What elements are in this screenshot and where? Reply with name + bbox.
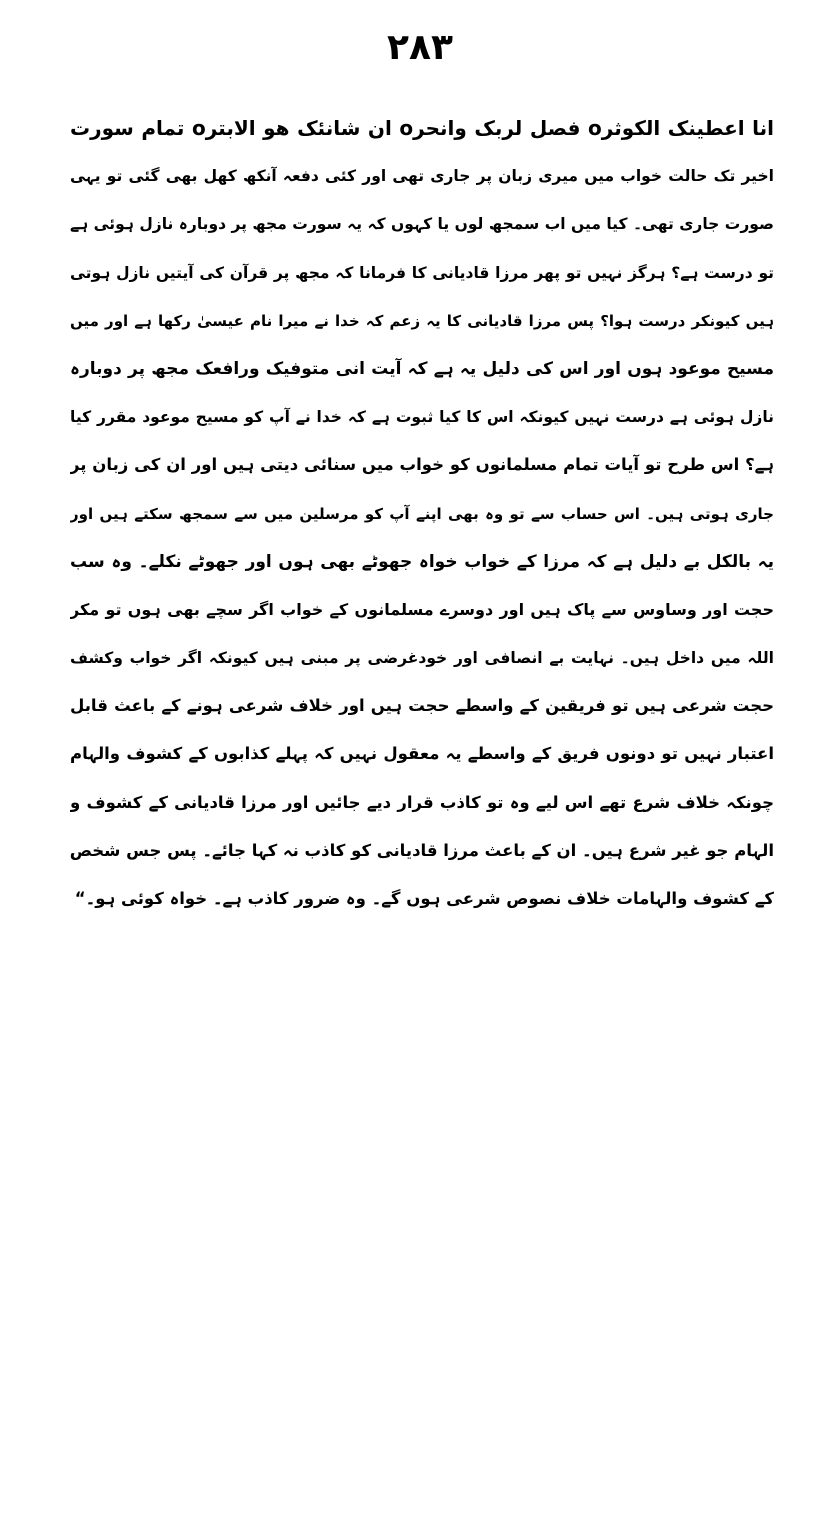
text-line: یہ بالکل بے دلیل ہے کہ مرزا کے خواب خواہ جھوٹے بھی ہوں اور جھوٹے نکلے۔ وہ سب bbox=[70, 551, 774, 572]
text-line: اعتبار نہیں تو دونوں فریق کے واسطے یہ معقول نہیں کہ پہلے کذابوں کے کشوف والہام bbox=[70, 744, 774, 764]
text-line: چونکہ خلاف شرع تھے اس لیے وہ تو کاذب قرار دیے جائیں اور مرزا قادیانی کے کشوف و bbox=[70, 792, 774, 812]
text-line: ہے؟ اس طرح تو آیات تمام مسلمانوں کو خواب میں سنائی دیتی ہیں اور ان کی زبان پر bbox=[70, 455, 774, 475]
text-line: جاری ہوتی ہیں۔ اس حساب سے تو وہ بھی اپنے آپ کو مرسلین میں سے سمجھ سکتے ہیں اور bbox=[70, 504, 774, 523]
text-line: صورت جاری تھی۔ کیا میں اب سمجھ لوں یا کہوں کہ یہ سورت مجھ پر دوبارہ نازل ہوئی ہے bbox=[70, 215, 774, 234]
text-line: حجت اور وساوس سے پاک ہیں اور دوسرے مسلمانوں کے خواب اگر سچے بھی ہوں تو مکر bbox=[70, 599, 774, 619]
text-line: اخیر تک حالت خواب میں میری زبان پر جاری تھی اور کئی دفعہ آنکھ کھل بھی گئی تو یہی bbox=[70, 167, 774, 186]
body-text bbox=[70, 104, 774, 923]
page-number: ۲۸۳ bbox=[387, 27, 453, 68]
text-line: تو درست ہے؟ ہرگز نہیں تو پھر مرزا قادیانی کا فرمانا کہ مجھ پر قرآن کی آیتیں نازل ہوتی bbox=[70, 263, 774, 282]
text-line: انا اعطینک الکوثرo فصل لربک وانحرo ان شانئک ھو الابترo تمام سورت bbox=[70, 116, 774, 140]
text-line: ہیں کیونکر درست ہوا؟ پس مرزا قادیانی کا یہ زعم کہ خدا نے میرا نام عیسیٰ رکھا ہے اور میں bbox=[70, 311, 774, 330]
text-line: نازل ہوئی ہے درست نہیں کیونکہ اس کا کیا ثبوت ہے کہ خدا نے آپ کو مسیح موعود مقرر کیا bbox=[70, 408, 774, 427]
text-line: مسیح موعود ہوں اور اس کی دلیل یہ ہے کہ آیت انی متوفیک ورافعک مجھ پر دوبارہ bbox=[70, 358, 774, 379]
text-line: الہام جو غیر شرع ہیں۔ ان کے باعث مرزا قادیانی کو کاذب نہ کہا جائے۔ پس جس شخص bbox=[70, 840, 774, 860]
text-line: اللہ میں داخل ہیں۔ نہایت بے انصافی اور خودغرضی پر مبنی ہیں کیونکہ اگر خواب وکشف bbox=[70, 649, 774, 668]
text-line: کے کشوف والہامات خلاف نصوص شرعی ہوں گے۔ وہ ضرور کاذب ہے۔ خواہ کوئی ہو۔“ bbox=[74, 889, 774, 908]
text-line: حجت شرعی ہیں تو فریقین کے واسطے حجت ہیں اور خلاف شرعی ہونے کے باعث قابل bbox=[70, 696, 774, 716]
